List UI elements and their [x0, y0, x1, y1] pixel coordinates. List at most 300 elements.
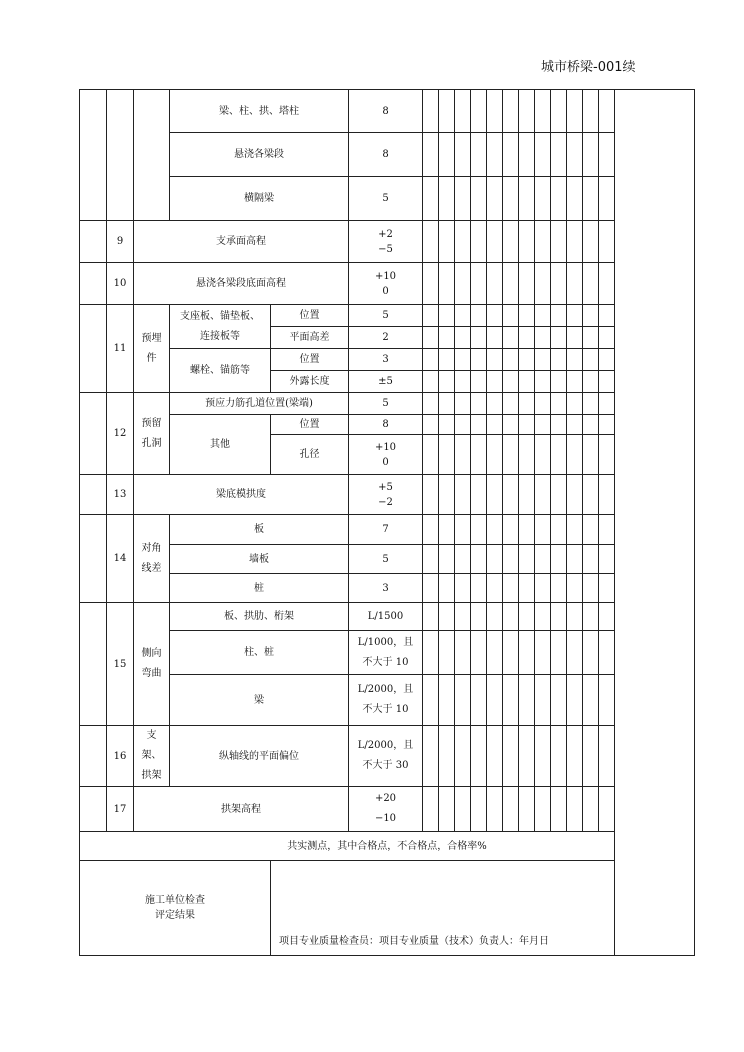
measurement-cell — [439, 545, 455, 574]
measurement-cell — [423, 603, 439, 631]
measurement-cell — [567, 263, 583, 305]
item-name: 梁、柱、拱、塔柱 — [170, 90, 349, 133]
measurement-cell — [503, 327, 519, 349]
measurement-cell — [423, 393, 439, 415]
measurement-cell — [583, 603, 599, 631]
allowance-value: +20 −10 — [349, 787, 423, 832]
measurement-cell — [551, 263, 567, 305]
measurement-cell — [423, 371, 439, 393]
measurement-cell — [471, 631, 487, 675]
measurement-cell — [519, 327, 535, 349]
measurement-cell — [455, 787, 471, 832]
measurement-cell — [503, 305, 519, 327]
row-number: 15 — [107, 603, 134, 726]
measurement-cell — [551, 435, 567, 475]
measurement-cell — [535, 515, 551, 545]
measurement-cell — [487, 221, 503, 263]
measurement-cell — [599, 305, 615, 327]
measurement-cell — [519, 415, 535, 435]
measurement-cell — [455, 371, 471, 393]
measurement-cell — [583, 435, 599, 475]
measurement-cell — [423, 90, 439, 133]
table-row — [80, 263, 695, 305]
measurement-cell — [519, 90, 535, 133]
measurement-cell — [599, 631, 615, 675]
measurement-cell — [535, 305, 551, 327]
measurement-cell — [551, 415, 567, 435]
measurement-cell — [519, 349, 535, 371]
inspection-table — [79, 89, 695, 956]
row-number: 11 — [107, 305, 134, 393]
measurement-cell — [535, 133, 551, 177]
table-row — [80, 221, 695, 263]
table-row — [80, 574, 695, 603]
group-name: 侧向弯曲 — [134, 603, 170, 726]
measurement-cell — [519, 393, 535, 415]
measurement-cell — [519, 435, 535, 475]
measurement-cell — [423, 177, 439, 221]
measurement-cell — [519, 133, 535, 177]
measurement-cell — [487, 305, 503, 327]
measurement-cell — [471, 475, 487, 515]
sub-item-detail: 位置 — [271, 415, 349, 435]
measurement-cell — [599, 574, 615, 603]
measurement-cell — [455, 305, 471, 327]
allowance-value: 7 — [349, 515, 423, 545]
table-row — [80, 631, 695, 675]
row-number: 9 — [107, 221, 134, 263]
measurement-cell — [455, 475, 471, 515]
measurement-cell — [567, 726, 583, 787]
measurement-cell — [599, 515, 615, 545]
measurement-cell — [551, 675, 567, 726]
measurement-cell — [471, 545, 487, 574]
row-number: 17 — [107, 787, 134, 832]
measurement-cell — [567, 393, 583, 415]
allowance-value: 3 — [349, 349, 423, 371]
allowance-value: 5 — [349, 393, 423, 415]
measurement-cell — [471, 221, 487, 263]
measurement-cell — [503, 603, 519, 631]
measurement-cell — [567, 371, 583, 393]
item-name: 梁底模拱度 — [134, 475, 349, 515]
measurement-cell — [423, 574, 439, 603]
blank-cell — [80, 393, 107, 475]
item-name: 横隔梁 — [170, 177, 349, 221]
sub-item-name: 板 — [170, 515, 349, 545]
allowance-value: L/1500 — [349, 603, 423, 631]
measurement-cell — [487, 545, 503, 574]
item-name: 拱架高程 — [134, 787, 349, 832]
measurement-cell — [455, 574, 471, 603]
remarks-column — [615, 90, 695, 956]
measurement-cell — [567, 133, 583, 177]
blank-cell — [80, 787, 107, 832]
measurement-cell — [439, 327, 455, 349]
allowance-value: 5 — [349, 545, 423, 574]
measurement-cell — [519, 545, 535, 574]
summary-text: 共实测点，其中合格点，不合格点，合格率% — [80, 832, 695, 861]
measurement-cell — [423, 726, 439, 787]
table-row — [80, 787, 695, 832]
row-number: 12 — [107, 393, 134, 475]
measurement-cell — [551, 574, 567, 603]
measurement-cell — [599, 177, 615, 221]
measurement-cell — [503, 263, 519, 305]
measurement-cell — [503, 415, 519, 435]
measurement-cell — [471, 349, 487, 371]
measurement-cell — [519, 263, 535, 305]
measurement-cell — [487, 133, 503, 177]
measurement-cell — [535, 574, 551, 603]
sub-item-name: 螺栓、锚筋等 — [170, 349, 271, 393]
measurement-cell — [439, 726, 455, 787]
measurement-cell — [551, 475, 567, 515]
measurement-cell — [487, 726, 503, 787]
sub-item-name: 板、拱肋、桁架 — [170, 603, 349, 631]
measurement-cell — [583, 475, 599, 515]
measurement-cell — [439, 415, 455, 435]
measurement-cell — [567, 631, 583, 675]
measurement-cell — [535, 631, 551, 675]
measurement-cell — [599, 603, 615, 631]
table-row — [80, 475, 695, 515]
sub-item-detail: 孔径 — [271, 435, 349, 475]
measurement-cell — [487, 349, 503, 371]
measurement-cell — [439, 305, 455, 327]
row-number: 16 — [107, 726, 134, 787]
measurement-cell — [551, 327, 567, 349]
measurement-cell — [567, 349, 583, 371]
measurement-cell — [471, 574, 487, 603]
measurement-cell — [583, 515, 599, 545]
measurement-cell — [471, 415, 487, 435]
measurement-cell — [439, 349, 455, 371]
measurement-cell — [535, 221, 551, 263]
measurement-cell — [519, 574, 535, 603]
measurement-cell — [599, 435, 615, 475]
measurement-cell — [583, 675, 599, 726]
measurement-cell — [551, 787, 567, 832]
measurement-cell — [519, 631, 535, 675]
measurement-cell — [439, 603, 455, 631]
row-number: 13 — [107, 475, 134, 515]
measurement-cell — [583, 327, 599, 349]
measurement-cell — [551, 177, 567, 221]
measurement-cell — [535, 393, 551, 415]
sub-item-name: 其他 — [170, 415, 271, 475]
measurement-cell — [599, 393, 615, 415]
measurement-cell — [567, 305, 583, 327]
measurement-cell — [535, 545, 551, 574]
table-row — [80, 675, 695, 726]
allowance-value: L/2000，且 不大于 30 — [349, 726, 423, 787]
sub-item-name: 柱、桩 — [170, 631, 349, 675]
measurement-cell — [503, 675, 519, 726]
blank-cell — [80, 221, 107, 263]
measurement-cell — [551, 545, 567, 574]
measurement-cell — [423, 305, 439, 327]
item-name: 纵轴线的平面偏位 — [170, 726, 349, 787]
measurement-cell — [423, 263, 439, 305]
measurement-cell — [423, 545, 439, 574]
measurement-cell — [567, 221, 583, 263]
measurement-cell — [423, 515, 439, 545]
table-row — [80, 726, 695, 787]
measurement-cell — [455, 603, 471, 631]
measurement-cell — [583, 574, 599, 603]
measurement-cell — [599, 545, 615, 574]
measurement-cell — [455, 515, 471, 545]
measurement-cell — [519, 787, 535, 832]
measurement-cell — [503, 545, 519, 574]
measurement-cell — [423, 475, 439, 515]
group-name: 预留孔洞 — [134, 393, 170, 475]
table-row — [80, 393, 695, 415]
measurement-cell — [503, 787, 519, 832]
measurement-cell — [455, 90, 471, 133]
measurement-cell — [519, 371, 535, 393]
measurement-cell — [423, 631, 439, 675]
measurement-cell — [503, 221, 519, 263]
measurement-cell — [583, 263, 599, 305]
measurement-cell — [487, 90, 503, 133]
measurement-cell — [535, 787, 551, 832]
measurement-cell — [423, 133, 439, 177]
measurement-cell — [599, 90, 615, 133]
allowance-value: 8 — [349, 415, 423, 435]
measurement-cell — [455, 393, 471, 415]
allowance-value: 5 — [349, 305, 423, 327]
allowance-value: 8 — [349, 133, 423, 177]
row-number: 14 — [107, 515, 134, 603]
measurement-cell — [567, 515, 583, 545]
allowance-value: 2 — [349, 327, 423, 349]
measurement-cell — [471, 305, 487, 327]
measurement-cell — [471, 435, 487, 475]
measurement-cell — [551, 349, 567, 371]
measurement-cell — [503, 133, 519, 177]
sub-item-name: 桩 — [170, 574, 349, 603]
measurement-cell — [567, 574, 583, 603]
measurement-cell — [551, 726, 567, 787]
measurement-cell — [599, 349, 615, 371]
measurement-cell — [471, 675, 487, 726]
measurement-cell — [535, 90, 551, 133]
group-name: 预埋件 — [134, 305, 170, 393]
measurement-cell — [439, 263, 455, 305]
measurement-cell — [551, 393, 567, 415]
blank-cell — [80, 90, 107, 221]
measurement-cell — [487, 675, 503, 726]
signature-line: 项目专业质量检查员：项目专业质量（技术）负责人：年月日 — [271, 861, 695, 956]
measurement-cell — [567, 545, 583, 574]
measurement-cell — [455, 415, 471, 435]
allowance-value: L/2000，且 不大于 10 — [349, 675, 423, 726]
measurement-cell — [455, 545, 471, 574]
measurement-cell — [487, 177, 503, 221]
measurement-cell — [503, 349, 519, 371]
measurement-cell — [519, 603, 535, 631]
sub-item-name: 支座板、锚垫板、连接板等 — [170, 305, 271, 349]
measurement-cell — [439, 371, 455, 393]
row-number-cell — [107, 90, 134, 221]
measurement-cell — [455, 177, 471, 221]
measurement-cell — [519, 475, 535, 515]
measurement-cell — [503, 475, 519, 515]
measurement-cell — [519, 177, 535, 221]
table-row — [80, 177, 695, 221]
measurement-cell — [423, 675, 439, 726]
measurement-cell — [551, 371, 567, 393]
table-row — [80, 90, 695, 133]
summary-row — [80, 832, 695, 861]
measurement-cell — [551, 305, 567, 327]
allowance-value: 3 — [349, 574, 423, 603]
measurement-cell — [503, 177, 519, 221]
measurement-cell — [439, 475, 455, 515]
measurement-cell — [471, 726, 487, 787]
measurement-cell — [439, 631, 455, 675]
measurement-cell — [439, 133, 455, 177]
measurement-cell — [439, 787, 455, 832]
measurement-cell — [471, 133, 487, 177]
measurement-cell — [455, 435, 471, 475]
sub-item-detail: 位置 — [271, 349, 349, 371]
measurement-cell — [535, 327, 551, 349]
measurement-cell — [455, 221, 471, 263]
sub-item-detail: 外露长度 — [271, 371, 349, 393]
measurement-cell — [471, 603, 487, 631]
measurement-cell — [583, 726, 599, 787]
measurement-cell — [551, 90, 567, 133]
measurement-cell — [583, 90, 599, 133]
measurement-cell — [455, 349, 471, 371]
measurement-cell — [503, 726, 519, 787]
measurement-cell — [487, 574, 503, 603]
measurement-cell — [423, 221, 439, 263]
group-name: 对角线差 — [134, 515, 170, 603]
measurement-cell — [567, 415, 583, 435]
measurement-cell — [535, 349, 551, 371]
measurement-cell — [439, 574, 455, 603]
sub-item-detail: 位置 — [271, 305, 349, 327]
table-row — [80, 415, 695, 435]
measurement-cell — [487, 415, 503, 435]
measurement-cell — [583, 221, 599, 263]
measurement-cell — [535, 177, 551, 221]
measurement-cell — [599, 415, 615, 435]
item-name: 悬浇各梁段 — [170, 133, 349, 177]
table-row — [80, 133, 695, 177]
measurement-cell — [519, 221, 535, 263]
measurement-cell — [567, 327, 583, 349]
sub-item-name: 梁 — [170, 675, 349, 726]
allowance-value: 8 — [349, 90, 423, 133]
measurement-cell — [567, 787, 583, 832]
measurement-cell — [551, 515, 567, 545]
measurement-cell — [535, 263, 551, 305]
measurement-cell — [423, 327, 439, 349]
measurement-cell — [503, 631, 519, 675]
allowance-value: +2 −5 — [349, 221, 423, 263]
allowance-value: +10 0 — [349, 263, 423, 305]
measurement-cell — [487, 631, 503, 675]
measurement-cell — [455, 133, 471, 177]
table-row — [80, 603, 695, 631]
measurement-cell — [551, 133, 567, 177]
measurement-cell — [551, 221, 567, 263]
measurement-cell — [519, 675, 535, 726]
measurement-cell — [583, 545, 599, 574]
allowance-value: L/1000，且 不大于 10 — [349, 631, 423, 675]
measurement-cell — [471, 393, 487, 415]
measurement-cell — [439, 221, 455, 263]
table-row — [80, 349, 695, 371]
measurement-cell — [439, 177, 455, 221]
document-code: 城市桥梁-001续 — [541, 60, 636, 75]
measurement-cell — [439, 515, 455, 545]
measurement-cell — [503, 393, 519, 415]
measurement-cell — [599, 133, 615, 177]
measurement-cell — [583, 787, 599, 832]
row-number: 10 — [107, 263, 134, 305]
measurement-cell — [535, 726, 551, 787]
measurement-cell — [471, 263, 487, 305]
measurement-cell — [599, 221, 615, 263]
measurement-cell — [535, 603, 551, 631]
allowance-value: +10 0 — [349, 435, 423, 475]
item-name: 悬浇各梁段底面高程 — [134, 263, 349, 305]
measurement-cell — [567, 675, 583, 726]
measurement-cell — [503, 90, 519, 133]
allowance-value: ±5 — [349, 371, 423, 393]
measurement-cell — [423, 349, 439, 371]
measurement-cell — [519, 305, 535, 327]
measurement-cell — [535, 371, 551, 393]
measurement-cell — [487, 603, 503, 631]
blank-cell — [80, 726, 107, 787]
allowance-value: +5 −2 — [349, 475, 423, 515]
measurement-cell — [503, 574, 519, 603]
measurement-cell — [439, 393, 455, 415]
sub-item-name: 墙板 — [170, 545, 349, 574]
measurement-cell — [487, 371, 503, 393]
measurement-cell — [583, 305, 599, 327]
table-row — [80, 545, 695, 574]
blank-cell — [80, 305, 107, 393]
measurement-cell — [535, 475, 551, 515]
measurement-cell — [583, 393, 599, 415]
measurement-cell — [599, 787, 615, 832]
blank-cell — [80, 263, 107, 305]
measurement-cell — [471, 177, 487, 221]
certification-label: 施工单位检查 评定结果 — [80, 861, 271, 956]
measurement-cell — [503, 435, 519, 475]
measurement-cell — [487, 475, 503, 515]
measurement-cell — [439, 675, 455, 726]
measurement-cell — [487, 263, 503, 305]
certification-row — [80, 861, 695, 956]
measurement-cell — [535, 415, 551, 435]
table-row — [80, 305, 695, 327]
measurement-cell — [423, 415, 439, 435]
measurement-cell — [519, 515, 535, 545]
group-name: 支架、拱架 — [134, 726, 170, 787]
sub-item-detail: 平面高差 — [271, 327, 349, 349]
measurement-cell — [535, 675, 551, 726]
measurement-cell — [599, 475, 615, 515]
